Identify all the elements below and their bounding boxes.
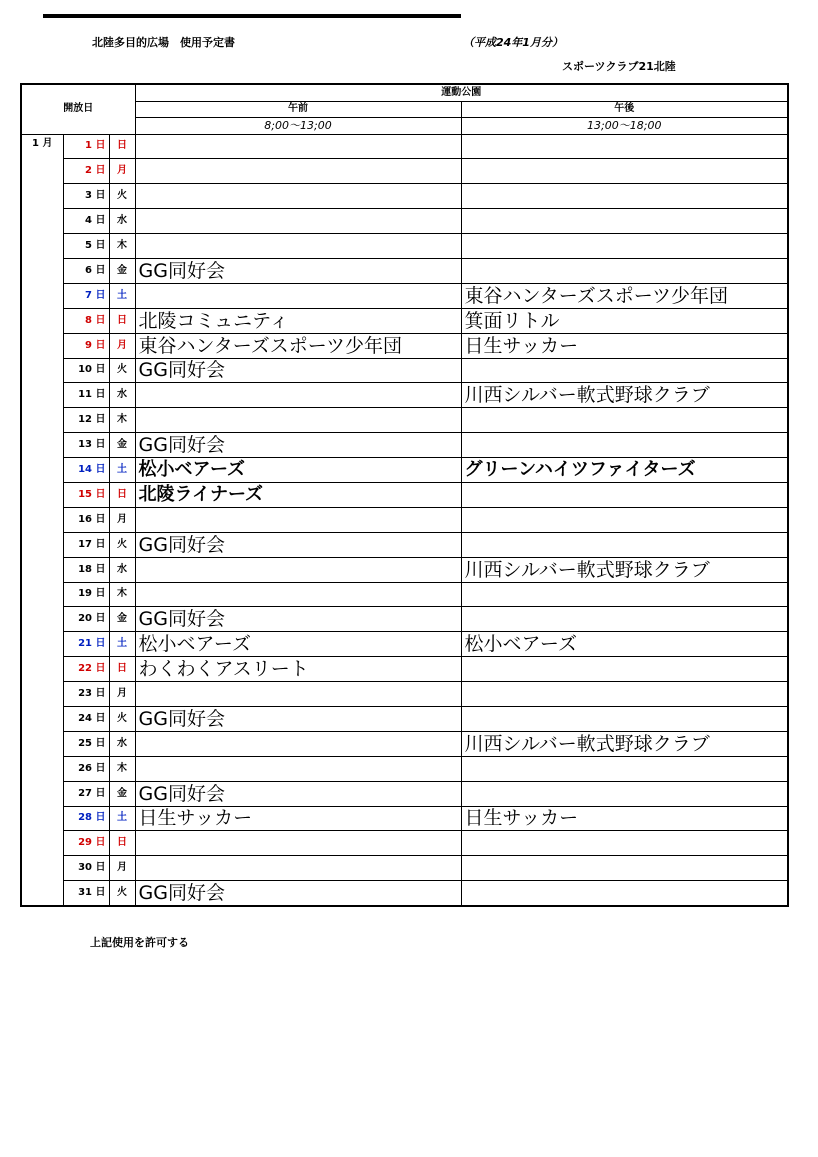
day-cell: 9 日	[63, 333, 109, 358]
weekday-cell: 月	[109, 507, 135, 532]
table-row	[21, 632, 788, 657]
day-cell: 31 日	[63, 881, 109, 906]
pm-booking	[461, 881, 788, 906]
day-cell: 22 日	[63, 657, 109, 682]
day-cell: 3 日	[63, 184, 109, 209]
day-cell: 15 日	[63, 482, 109, 507]
weekday-cell: 土	[109, 458, 135, 483]
day-cell: 23 日	[63, 682, 109, 707]
pm-booking	[461, 482, 788, 507]
day-cell: 18 日	[63, 557, 109, 582]
pm-booking	[461, 209, 788, 234]
weekday-cell: 火	[109, 881, 135, 906]
table-row	[21, 781, 788, 806]
approval-note: 上記使用を許可する	[90, 936, 189, 949]
am-booking: GG同好会	[135, 881, 461, 906]
am-booking: GG同好会	[135, 607, 461, 632]
am-booking	[135, 507, 461, 532]
pm-booking	[461, 532, 788, 557]
am-booking: 北陵ライナーズ	[135, 482, 461, 507]
day-cell: 26 日	[63, 756, 109, 781]
day-cell: 30 日	[63, 856, 109, 881]
table-row	[21, 756, 788, 781]
am-booking: GG同好会	[135, 532, 461, 557]
pm-booking	[461, 682, 788, 707]
document-title: 北陸多目的広場 使用予定書	[92, 36, 235, 49]
am-booking	[135, 283, 461, 308]
am-booking	[135, 756, 461, 781]
day-cell: 21 日	[63, 632, 109, 657]
pm-booking	[461, 358, 788, 383]
table-row	[21, 557, 788, 582]
table-row	[21, 607, 788, 632]
table-row	[21, 358, 788, 383]
am-booking	[135, 383, 461, 408]
day-cell: 25 日	[63, 731, 109, 756]
am-booking	[135, 582, 461, 607]
day-cell: 11 日	[63, 383, 109, 408]
pm-booking	[461, 433, 788, 458]
weekday-cell: 金	[109, 607, 135, 632]
table-row	[21, 682, 788, 707]
weekday-cell: 木	[109, 756, 135, 781]
am-booking: わくわくアスリート	[135, 657, 461, 682]
am-booking	[135, 831, 461, 856]
table-row	[21, 258, 788, 283]
pm-booking	[461, 706, 788, 731]
am-booking	[135, 682, 461, 707]
day-cell: 8 日	[63, 308, 109, 333]
table-row	[21, 209, 788, 234]
open-date-header: 開放日	[21, 84, 135, 134]
weekday-cell: 火	[109, 184, 135, 209]
day-cell: 28 日	[63, 806, 109, 831]
table-row	[21, 283, 788, 308]
am-booking	[135, 856, 461, 881]
weekday-cell: 日	[109, 134, 135, 159]
pm-booking: 箕面リトル	[461, 308, 788, 333]
table-row	[21, 806, 788, 831]
pm-booking	[461, 781, 788, 806]
weekday-cell: 火	[109, 358, 135, 383]
pm-booking	[461, 159, 788, 184]
am-booking	[135, 408, 461, 433]
am-booking	[135, 184, 461, 209]
am-booking: 東谷ハンターズスポーツ少年団	[135, 333, 461, 358]
am-booking: 北陵コミュニティ	[135, 308, 461, 333]
pm-booking	[461, 507, 788, 532]
am-booking	[135, 209, 461, 234]
pm-booking	[461, 856, 788, 881]
day-cell: 12 日	[63, 408, 109, 433]
weekday-cell: 日	[109, 831, 135, 856]
am-booking: GG同好会	[135, 358, 461, 383]
weekday-cell: 日	[109, 308, 135, 333]
weekday-cell: 木	[109, 234, 135, 259]
weekday-cell: 月	[109, 333, 135, 358]
table-row	[21, 383, 788, 408]
weekday-cell: 水	[109, 383, 135, 408]
am-header: 午前	[135, 101, 461, 118]
day-cell: 7 日	[63, 283, 109, 308]
day-cell: 20 日	[63, 607, 109, 632]
weekday-cell: 月	[109, 682, 135, 707]
am-booking	[135, 731, 461, 756]
weekday-cell: 金	[109, 781, 135, 806]
am-booking: 松小ベアーズ	[135, 458, 461, 483]
day-cell: 5 日	[63, 234, 109, 259]
am-booking: 松小ベアーズ	[135, 632, 461, 657]
weekday-cell: 土	[109, 283, 135, 308]
day-cell: 6 日	[63, 258, 109, 283]
weekday-cell: 日	[109, 657, 135, 682]
table-row	[21, 831, 788, 856]
weekday-cell: 木	[109, 408, 135, 433]
pm-booking: 川西シルバー軟式野球クラブ	[461, 731, 788, 756]
table-row	[21, 582, 788, 607]
pm-booking: 川西シルバー軟式野球クラブ	[461, 383, 788, 408]
day-cell: 29 日	[63, 831, 109, 856]
top-rule	[43, 14, 461, 18]
club-name: スポーツクラブ21北陸	[562, 60, 676, 73]
schedule-table	[20, 83, 789, 907]
weekday-cell: 金	[109, 433, 135, 458]
day-cell: 16 日	[63, 507, 109, 532]
weekday-cell: 火	[109, 706, 135, 731]
pm-booking	[461, 234, 788, 259]
pm-booking	[461, 756, 788, 781]
table-row	[21, 731, 788, 756]
pm-booking	[461, 184, 788, 209]
day-cell: 19 日	[63, 582, 109, 607]
weekday-cell: 土	[109, 806, 135, 831]
table-row	[21, 408, 788, 433]
pm-booking	[461, 258, 788, 283]
weekday-cell: 日	[109, 482, 135, 507]
am-booking: GG同好会	[135, 706, 461, 731]
pm-booking: 川西シルバー軟式野球クラブ	[461, 557, 788, 582]
weekday-cell: 水	[109, 209, 135, 234]
table-row	[21, 507, 788, 532]
weekday-cell: 土	[109, 632, 135, 657]
day-cell: 13 日	[63, 433, 109, 458]
pm-time: 13;00～18;00	[461, 118, 788, 135]
table-row	[21, 856, 788, 881]
pm-booking	[461, 657, 788, 682]
am-booking	[135, 159, 461, 184]
pm-booking: 日生サッカー	[461, 333, 788, 358]
day-cell: 4 日	[63, 209, 109, 234]
table-row	[21, 433, 788, 458]
pm-booking: 松小ベアーズ	[461, 632, 788, 657]
table-row	[21, 159, 788, 184]
weekday-cell: 月	[109, 159, 135, 184]
table-row	[21, 458, 788, 483]
day-cell: 27 日	[63, 781, 109, 806]
am-booking: GG同好会	[135, 433, 461, 458]
table-row	[21, 482, 788, 507]
am-booking: 日生サッカー	[135, 806, 461, 831]
weekday-cell: 水	[109, 731, 135, 756]
pm-booking: グリーンハイツファイターズ	[461, 458, 788, 483]
day-cell: 2 日	[63, 159, 109, 184]
day-cell: 14 日	[63, 458, 109, 483]
weekday-cell: 火	[109, 532, 135, 557]
table-row	[21, 333, 788, 358]
pm-booking	[461, 582, 788, 607]
day-cell: 10 日	[63, 358, 109, 383]
table-row	[21, 881, 788, 906]
table-row	[21, 706, 788, 731]
pm-booking	[461, 831, 788, 856]
day-cell: 24 日	[63, 706, 109, 731]
weekday-cell: 金	[109, 258, 135, 283]
pm-header: 午後	[461, 101, 788, 118]
table-row	[21, 657, 788, 682]
am-booking	[135, 557, 461, 582]
month-cell: 1 月	[21, 134, 63, 906]
pm-booking: 日生サッカー	[461, 806, 788, 831]
table-row	[21, 308, 788, 333]
day-cell: 1 日	[63, 134, 109, 159]
am-booking: GG同好会	[135, 258, 461, 283]
am-time: 8;00～13;00	[135, 118, 461, 135]
am-booking: GG同好会	[135, 781, 461, 806]
weekday-cell: 水	[109, 557, 135, 582]
table-row	[21, 134, 788, 159]
facility-header: 運動公園	[135, 84, 788, 101]
am-booking	[135, 234, 461, 259]
pm-booking	[461, 408, 788, 433]
pm-booking	[461, 134, 788, 159]
weekday-cell: 木	[109, 582, 135, 607]
pm-booking: 東谷ハンターズスポーツ少年団	[461, 283, 788, 308]
table-row	[21, 234, 788, 259]
day-cell: 17 日	[63, 532, 109, 557]
pm-booking	[461, 607, 788, 632]
weekday-cell: 月	[109, 856, 135, 881]
table-row	[21, 184, 788, 209]
period-label: （平成24年1月分）	[463, 36, 563, 49]
am-booking	[135, 134, 461, 159]
table-row	[21, 532, 788, 557]
